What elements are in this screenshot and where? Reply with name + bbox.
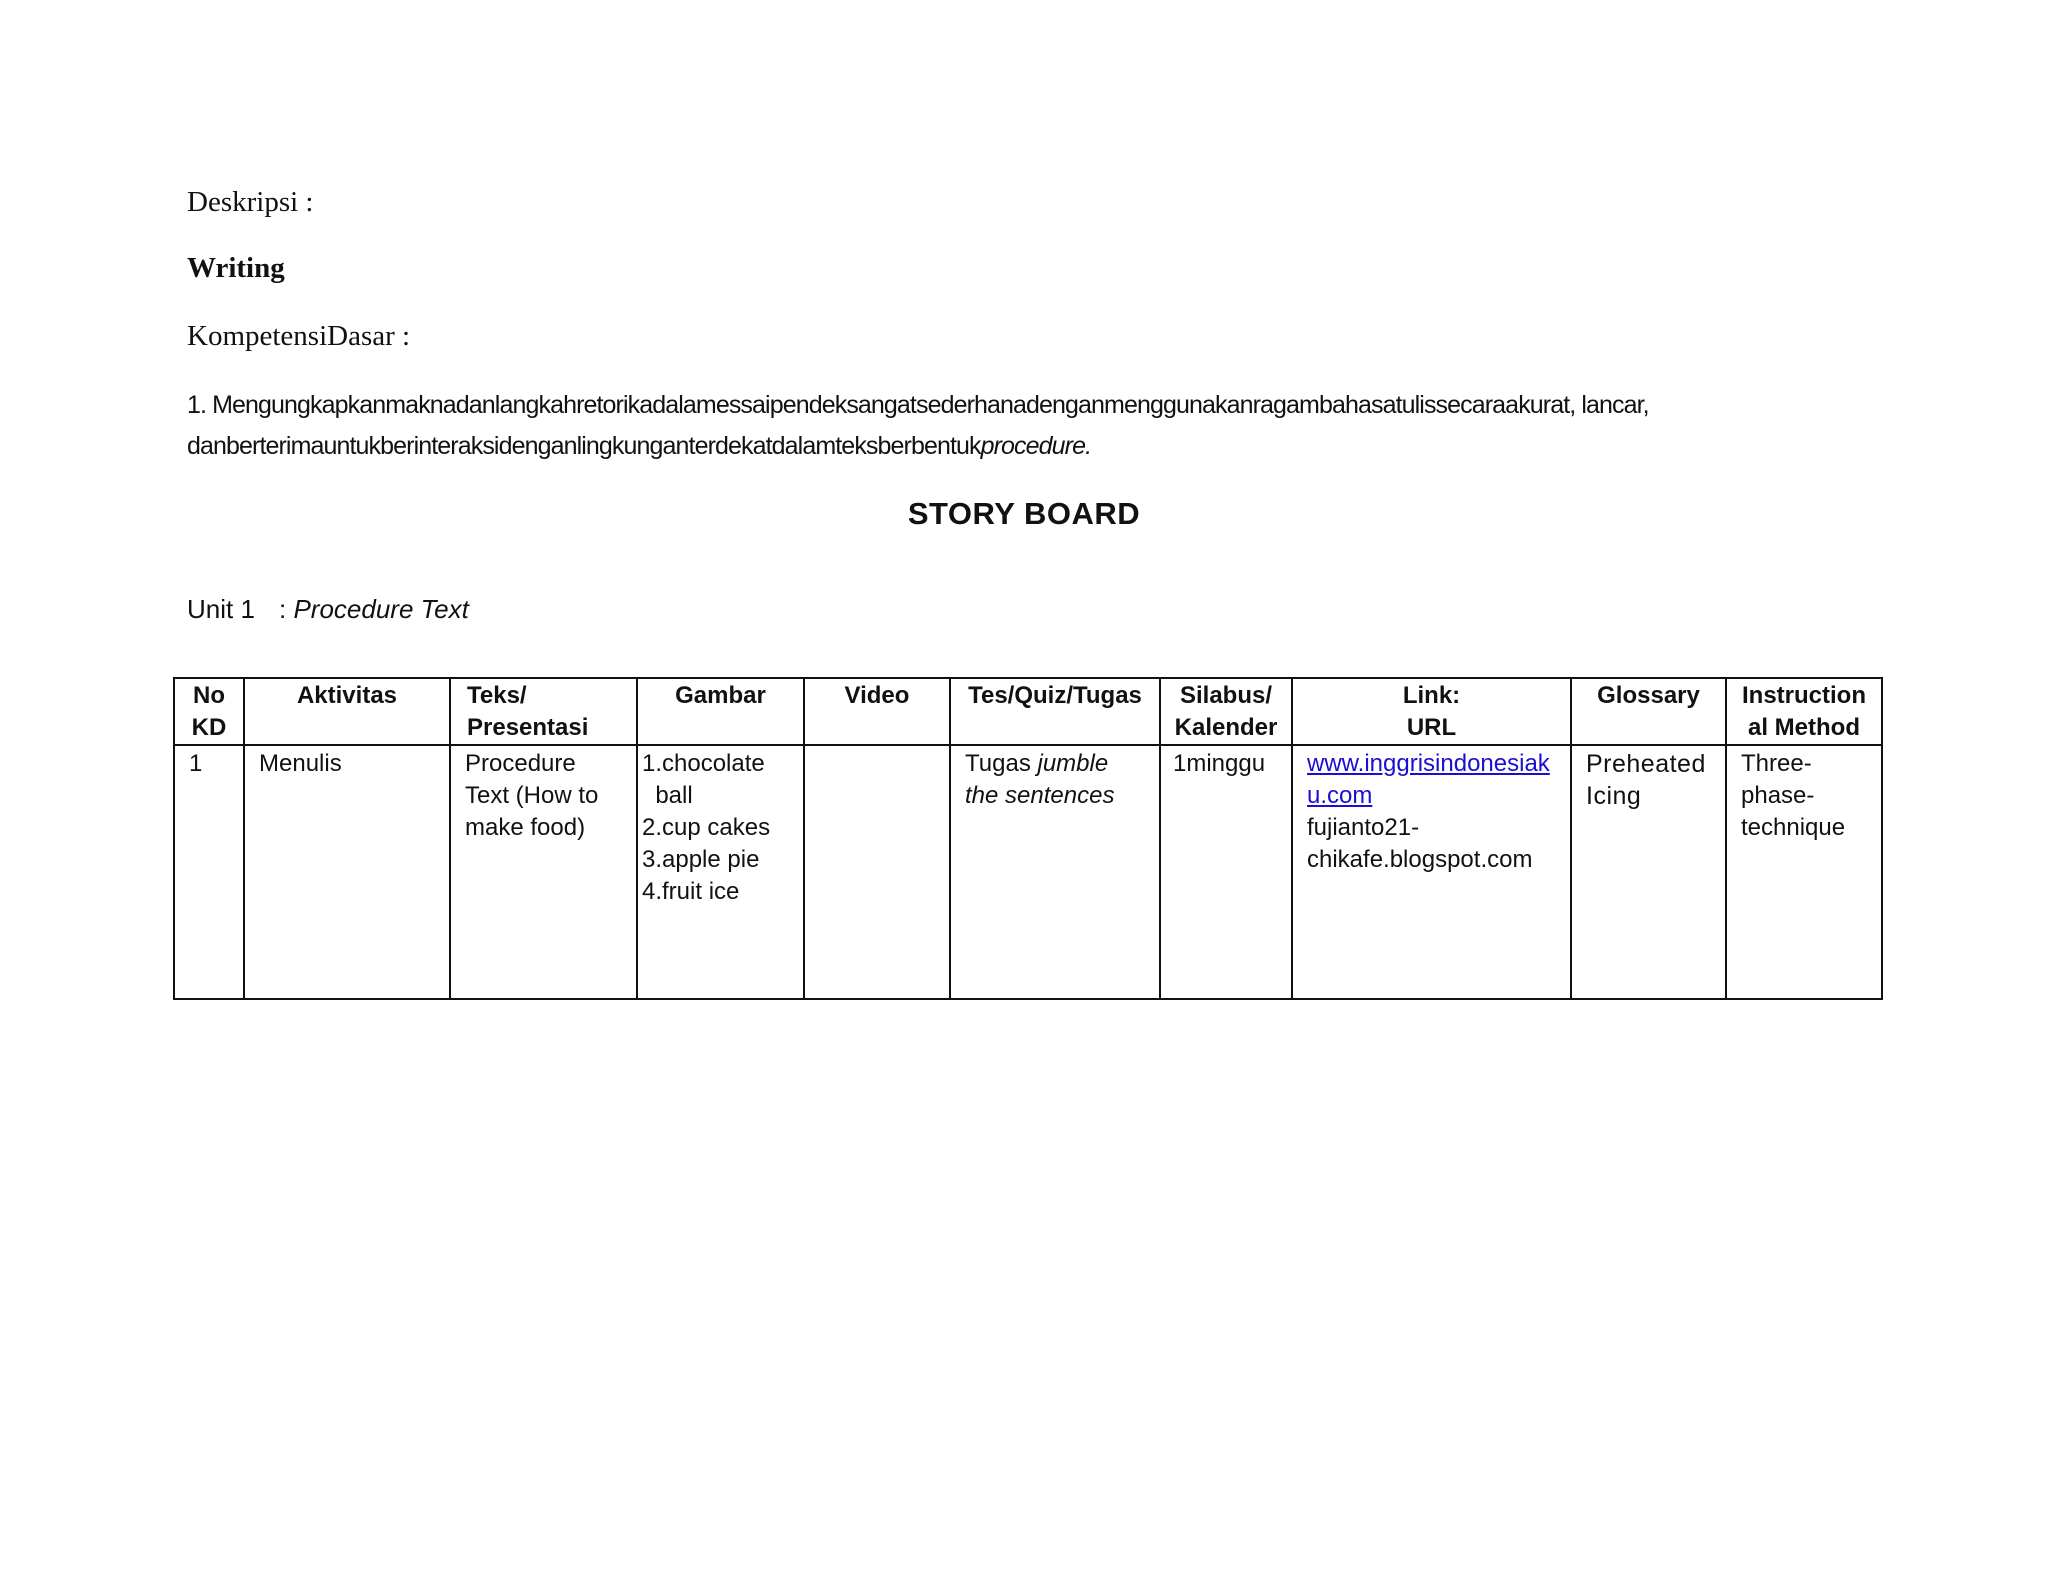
header-instructional-method: Instruction al Method (1726, 678, 1882, 745)
cell-link-url: www.inggrisindonesiak u.com fujianto21- chikafe.blogspot.com (1292, 745, 1571, 999)
header-teks-presentasi: Teks/ Presentasi (450, 678, 637, 745)
story-board-title: STORY BOARD (907, 496, 1141, 531)
cell-instructional-method: Three- phase- technique (1726, 745, 1882, 999)
kompetensi-dasar-label: KompetensiDasar : (187, 320, 411, 352)
table-header-row (174, 678, 1882, 745)
cell-no: 1 (174, 745, 244, 999)
cell-teks-presentasi: Procedure Text (How to make food) (450, 745, 637, 999)
cell-silabus: 1minggu (1160, 745, 1292, 999)
link-inggrisindonesiaku[interactable]: www.inggrisindonesiak u.com (1307, 750, 1550, 809)
cell-glossary: Preheated Icing (1571, 745, 1726, 999)
unit-label: Unit 1 (187, 594, 255, 624)
unit-separator: : (279, 594, 294, 624)
writing-heading: Writing (187, 252, 285, 284)
kd-line-2 (187, 426, 1907, 467)
table-row (174, 745, 1882, 999)
header-gambar: Gambar (637, 678, 804, 745)
header-video: Video (804, 678, 950, 745)
unit-line (187, 594, 469, 625)
header-tes-quiz-tugas: Tes/Quiz/Tugas (950, 678, 1160, 745)
header-glossary: Glossary (1571, 678, 1726, 745)
story-board-table (173, 677, 1883, 1000)
link-text-fujianto: fujianto21- (1307, 814, 1420, 841)
kd-line-2-text: danberterimauntukberinteraksidenganlingkunganterdekatdalamteksberbentuk (187, 432, 981, 460)
cell-video (804, 745, 950, 999)
unit-value: Procedure Text (293, 594, 469, 624)
header-aktivitas: Aktivitas (244, 678, 450, 745)
kompetensi-dasar-text (187, 385, 1907, 467)
header-no-kd: No KD (174, 678, 244, 745)
deskripsi-label: Deskripsi : (187, 186, 314, 218)
header-silabus-kalender: Silabus/ Kalender (1160, 678, 1292, 745)
kd-line-2-italic: procedure. (980, 432, 1092, 460)
header-link-url: Link: URL (1292, 678, 1571, 745)
kd-line-1: 1. Mengungkapkanmaknadanlangkahretorikadalamessaipendeksangatsederhanadenganmenggunakanragambahasatulissecaraakurat, lancar, (187, 391, 1649, 419)
cell-aktivitas: Menulis (244, 745, 450, 999)
cell-tes-quiz-tugas: Tugas jumble the sentences (950, 745, 1160, 999)
cell-gambar: 1.chocolate ball 2.cup cakes 3.apple pie 4.fruit ice (637, 745, 804, 999)
